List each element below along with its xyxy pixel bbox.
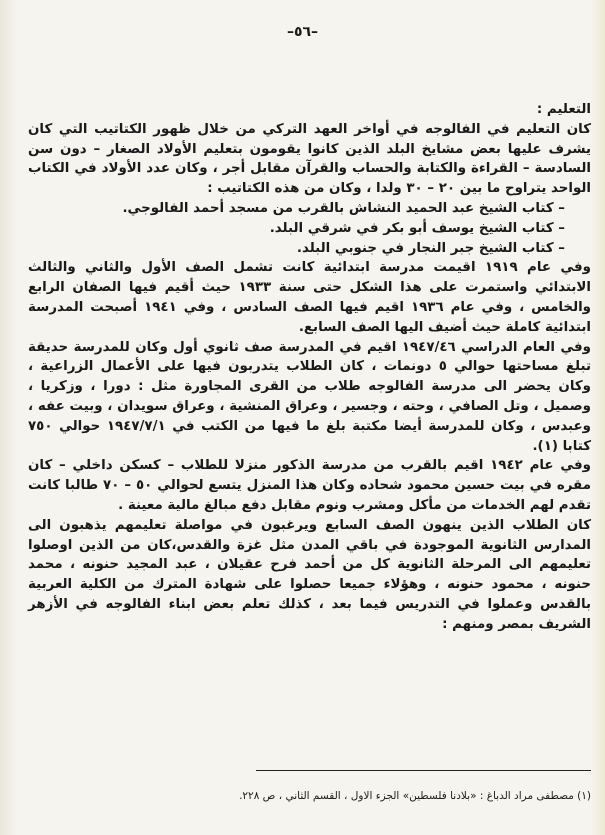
list-item: – كتاب الشيخ عبد الحميد النشاش بالقرب من مسجد أحمد الفالوجي. — [122, 200, 565, 216]
list-item-text: كتاب الشيخ يوسف أبو بكر في شرقي البلد. — [269, 220, 554, 236]
paragraph-primary-school: وفي عام ١٩١٩ اقيمت مدرسة ابتدائية كانت تشمل الصف الأول والثاني والثالث الابتدائي واستمرت على هذا الشكل حتى سنة ١٩٣٣ حيث أقيم فيها الصفان الرابع والخامس ، وفي عام ١٩٣٦ اقيم فيها الصف السادس ، وفي ١٩٤١ أصبحت المدرسة ابتدائية كاملة حيث أضيف اليها الصف السابع. — [28, 260, 592, 335]
page-number: –٥٦– — [286, 24, 319, 40]
list-item: – كتاب الشيخ جبر النجار في جنوبي البلد. — [296, 240, 565, 256]
list-item-text: كتاب الشيخ جبر النجار في جنوبي البلد. — [296, 240, 554, 256]
paragraph-kuttab-intro: كان التعليم في الفالوجه في أواخر العهد التركي من خلال ظهور الكتاتيب التي كان يشرف عليها بعض مشايخ البلد الذين كانوا يقومون بتعليم الأولاد الصغار – دون سن السادسة – القراءة والكتابة والحساب والقرآن مقابل أجر ، وكان عدد الأولاد في الكتاب الواحد يتراوح ما بين ٢٠ – ٣٠ ولدا ، وكان من هذه الكتاتيب : — [28, 121, 591, 197]
kuttab-list — [28, 199, 591, 258]
list-item: – كتاب الشيخ يوسف أبو بكر في شرقي البلد. — [269, 220, 565, 236]
footnote-divider — [256, 770, 591, 771]
paragraph-student-housing: وفي عام ١٩٤٢ اقيم بالقرب من مدرسة الذكور منزلا للطلاب – كسكن داخلي – كان مقره في بيت حسين محمود شحاده وكان هذا المنزل يتسع لحوالي ٥٠ – ٧٠ طالبا كانت تقدم لهم الخدمات من مأكل ومشرب ونوم مقابل دفع مبالغ مالية معينة . — [28, 458, 591, 513]
body-text — [28, 100, 591, 635]
paragraph-secondary-class: وفي العام الدراسي ١٩٤٧/٤٦ اقيم في المدرسة صف ثانوي أول وكان للمدرسة حديقة تبلغ مساحتها حوالي ٥ دونمات ، كان الطلاب يتدربون فيها على الأعمال الزراعية ، وكان يحضر الى مدرسة الفالوجه طلاب من القرى المجاورة مثل : دورا ، وزكريا ، وصميل ، وتل الصافي ، وحته ، وجسير ، وعراق المنشية ، وعراق سويدان ، وبيت عفه ، وعبدس ، وكان للمدرسة أيضا مكتبة بلغ ما فيها من الكتب في ١٩٤٧/٧/١ حوالي ٧٥٠ كتابا (١). — [28, 339, 592, 454]
section-heading: التعليم : — [536, 102, 591, 117]
list-item-text: كتاب الشيخ عبد الحميد النشاش بالقرب من مسجد أحمد الفالوجي. — [122, 200, 554, 216]
paragraph-higher-education: كان الطلاب الذين ينهون الصف السابع ويرغبون في مواصلة تعليمهم يذهبون الى المدارس الثانوية الموجودة في باقي المدن مثل غزة والقدس،كان من الذين اوصلوا تعليمهم الى المرحلة الثانوية كل من أحمد فرح عقيلان ، عبد المجيد حنونه ، محمد حنونه ، محمود حنونه ، وهؤلاء جميعا حصلوا على شهادة المترك من الكلية العربية بالقدس وعملوا في التدريس فيما بعد ، كذلك تعلم بعض ابناء الفالوجه في الأزهر الشريف بمصر ومنهم : — [28, 517, 591, 632]
footnote: (١) مصطفى مراد الدباغ : «بلادنا فلسطين» الجزء الاول ، القسم الثاني ، ص ٢٢٨. — [239, 790, 591, 802]
